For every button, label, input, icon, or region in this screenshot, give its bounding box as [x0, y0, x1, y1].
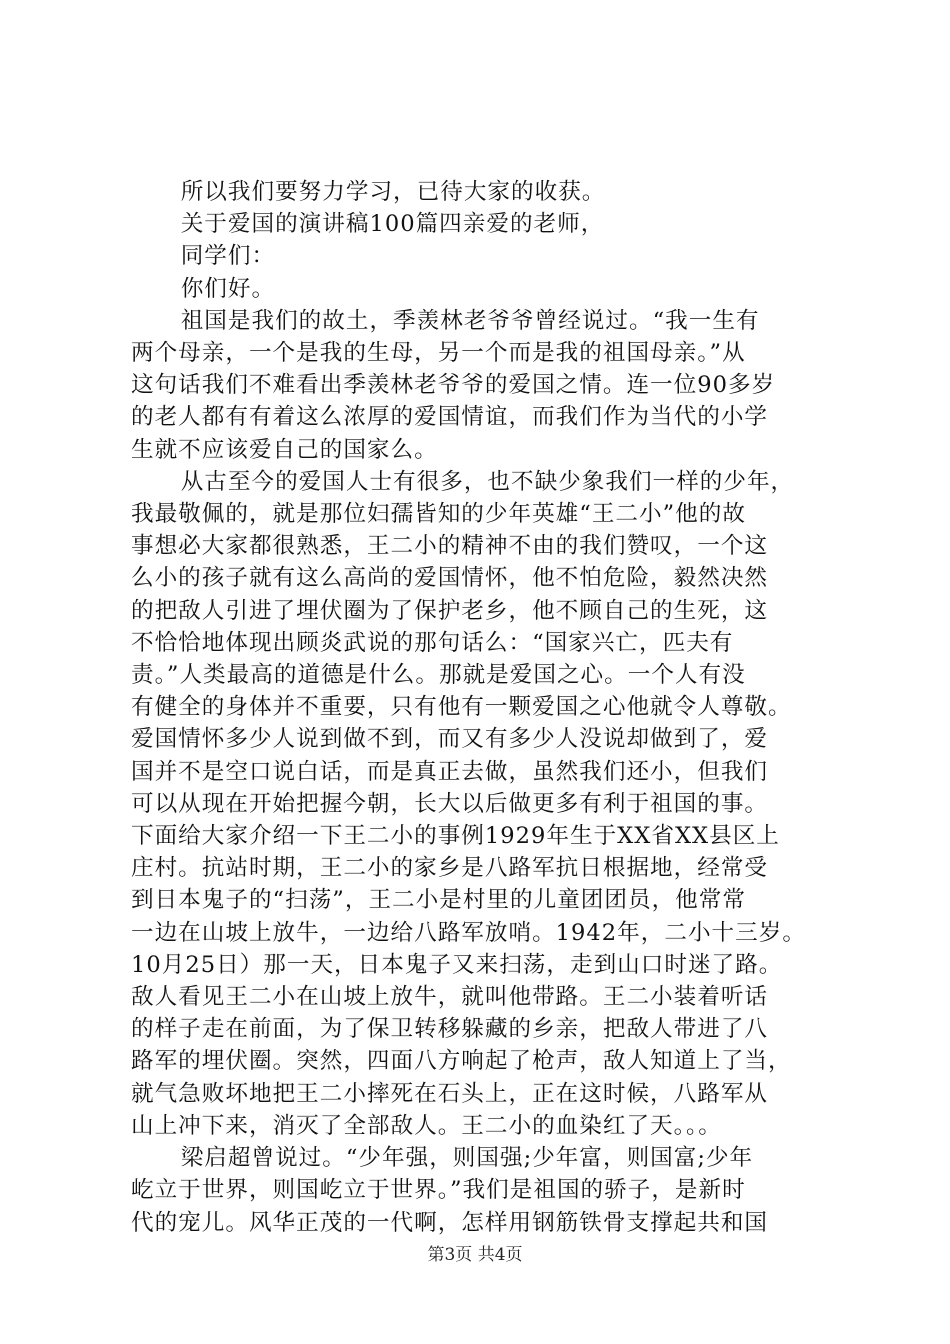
text-line: 事想必大家都很熟悉，王二小的精神不由的我们赞叹，一个这 [131, 533, 769, 560]
text-line: 屹立于世界，则国屹立于世界。”我们是祖国的骄子，是新时 [131, 1177, 746, 1204]
text-line: 从古至今的爱国人士有很多，也不缺少象我们一样的少年， [180, 468, 795, 495]
text-line: 可以从现在开始把握今朝，长大以后做更多有利于祖国的事。 [131, 790, 769, 817]
text-line: 到日本鬼子的“扫荡”，王二小是村里的儿童团团员，他常常 [131, 887, 746, 914]
text-line: 的老人都有有着这么浓厚的爱国情谊，而我们作为当代的小学 [131, 404, 769, 431]
text-line: 所以我们要努力学习，已待大家的收获。 [180, 179, 606, 205]
text-line: 关于爱国的演讲稿100篇四亲爱的老师， [180, 211, 605, 238]
document-body [131, 176, 831, 1239]
text-line: 责。”人类最高的道德是什么。那就是爱国之心。一个人有没 [131, 662, 746, 689]
text-line: 的样子走在前面，为了保卫转移躲藏的乡亲，把敌人带进了八 [131, 1016, 769, 1043]
text-line: 么小的孩子就有这么高尚的爱国情怀，他不怕危险，毅然决然 [131, 565, 769, 592]
text-line: 祖国是我们的故土，季羡林老爷爷曾经说过。“我一生有 [180, 307, 760, 334]
text-line: 10月25日）那一天，日本鬼子又来扫荡，走到山口时迷了路。 [131, 951, 783, 978]
text-line: 下面给大家介绍一下王二小的事例1929年生于XX省XX县区上 [131, 823, 780, 850]
text-line: 生就不应该爱自己的国家么。 [131, 436, 438, 463]
paragraph [131, 305, 831, 466]
paragraph [131, 240, 831, 272]
text-line: 山上冲下来，消灭了全部敌人。王二小的血染红了天。。。 [131, 1112, 722, 1139]
paragraph [131, 208, 831, 240]
paragraph [131, 176, 831, 208]
paragraph [131, 1142, 831, 1239]
page-number: 第3页 共4页 [427, 1245, 523, 1265]
paragraph [131, 273, 831, 305]
text-line: 你们好。 [180, 275, 276, 302]
text-line: 不恰恰地体现出顾炎武说的那句话么：“国家兴亡，匹夫有 [131, 629, 734, 656]
text-line: 这句话我们不难看出季羡林老爷爷的爱国之情。连一位90多岁 [131, 372, 776, 399]
text-line: 我最敬佩的，就是那位妇孺皆知的少年英雄“王二小”他的故 [131, 501, 746, 528]
text-line: 同学们： [180, 243, 276, 270]
text-line: 国并不是空口说白话，而是真正去做，虽然我们还小，但我们 [131, 758, 769, 785]
text-line: 就气急败坏地把王二小摔死在石头上，正在这时候，八路军从 [131, 1080, 769, 1107]
text-line: 有健全的身体并不重要，只有他有一颗爱国之心他就令人尊敬。 [131, 694, 792, 721]
text-line: 一边在山坡上放牛，一边给八路军放哨。1942年，二小十三岁。 [131, 919, 806, 946]
text-line: 的把敌人引进了埋伏圈为了保护老乡，他不顾自己的生死，这 [131, 597, 769, 624]
text-line: 路军的埋伏圈。突然，四面八方响起了枪声，敌人知道上了当， [131, 1048, 792, 1075]
text-line: 梁启超曾说过。“少年强，则国强;少年富，则国富;少年 [180, 1145, 754, 1172]
text-line: 代的宠儿。风华正茂的一代啊，怎样用钢筋铁骨支撑起共和国 [131, 1209, 769, 1236]
text-line: 敌人看见王二小在山坡上放牛，就叫他带路。王二小装着听话 [131, 984, 769, 1011]
text-line: 两个母亲，一个是我的生母，另一个而是我的祖国母亲。”从 [131, 340, 746, 367]
text-line: 庄村。抗站时期，王二小的家乡是八路军抗日根据地，经常受 [131, 855, 769, 882]
page-footer [0, 1244, 950, 1266]
text-line: 爱国情怀多少人说到做不到，而又有多少人没说却做到了，爱 [131, 726, 769, 753]
paragraph [131, 466, 831, 1142]
